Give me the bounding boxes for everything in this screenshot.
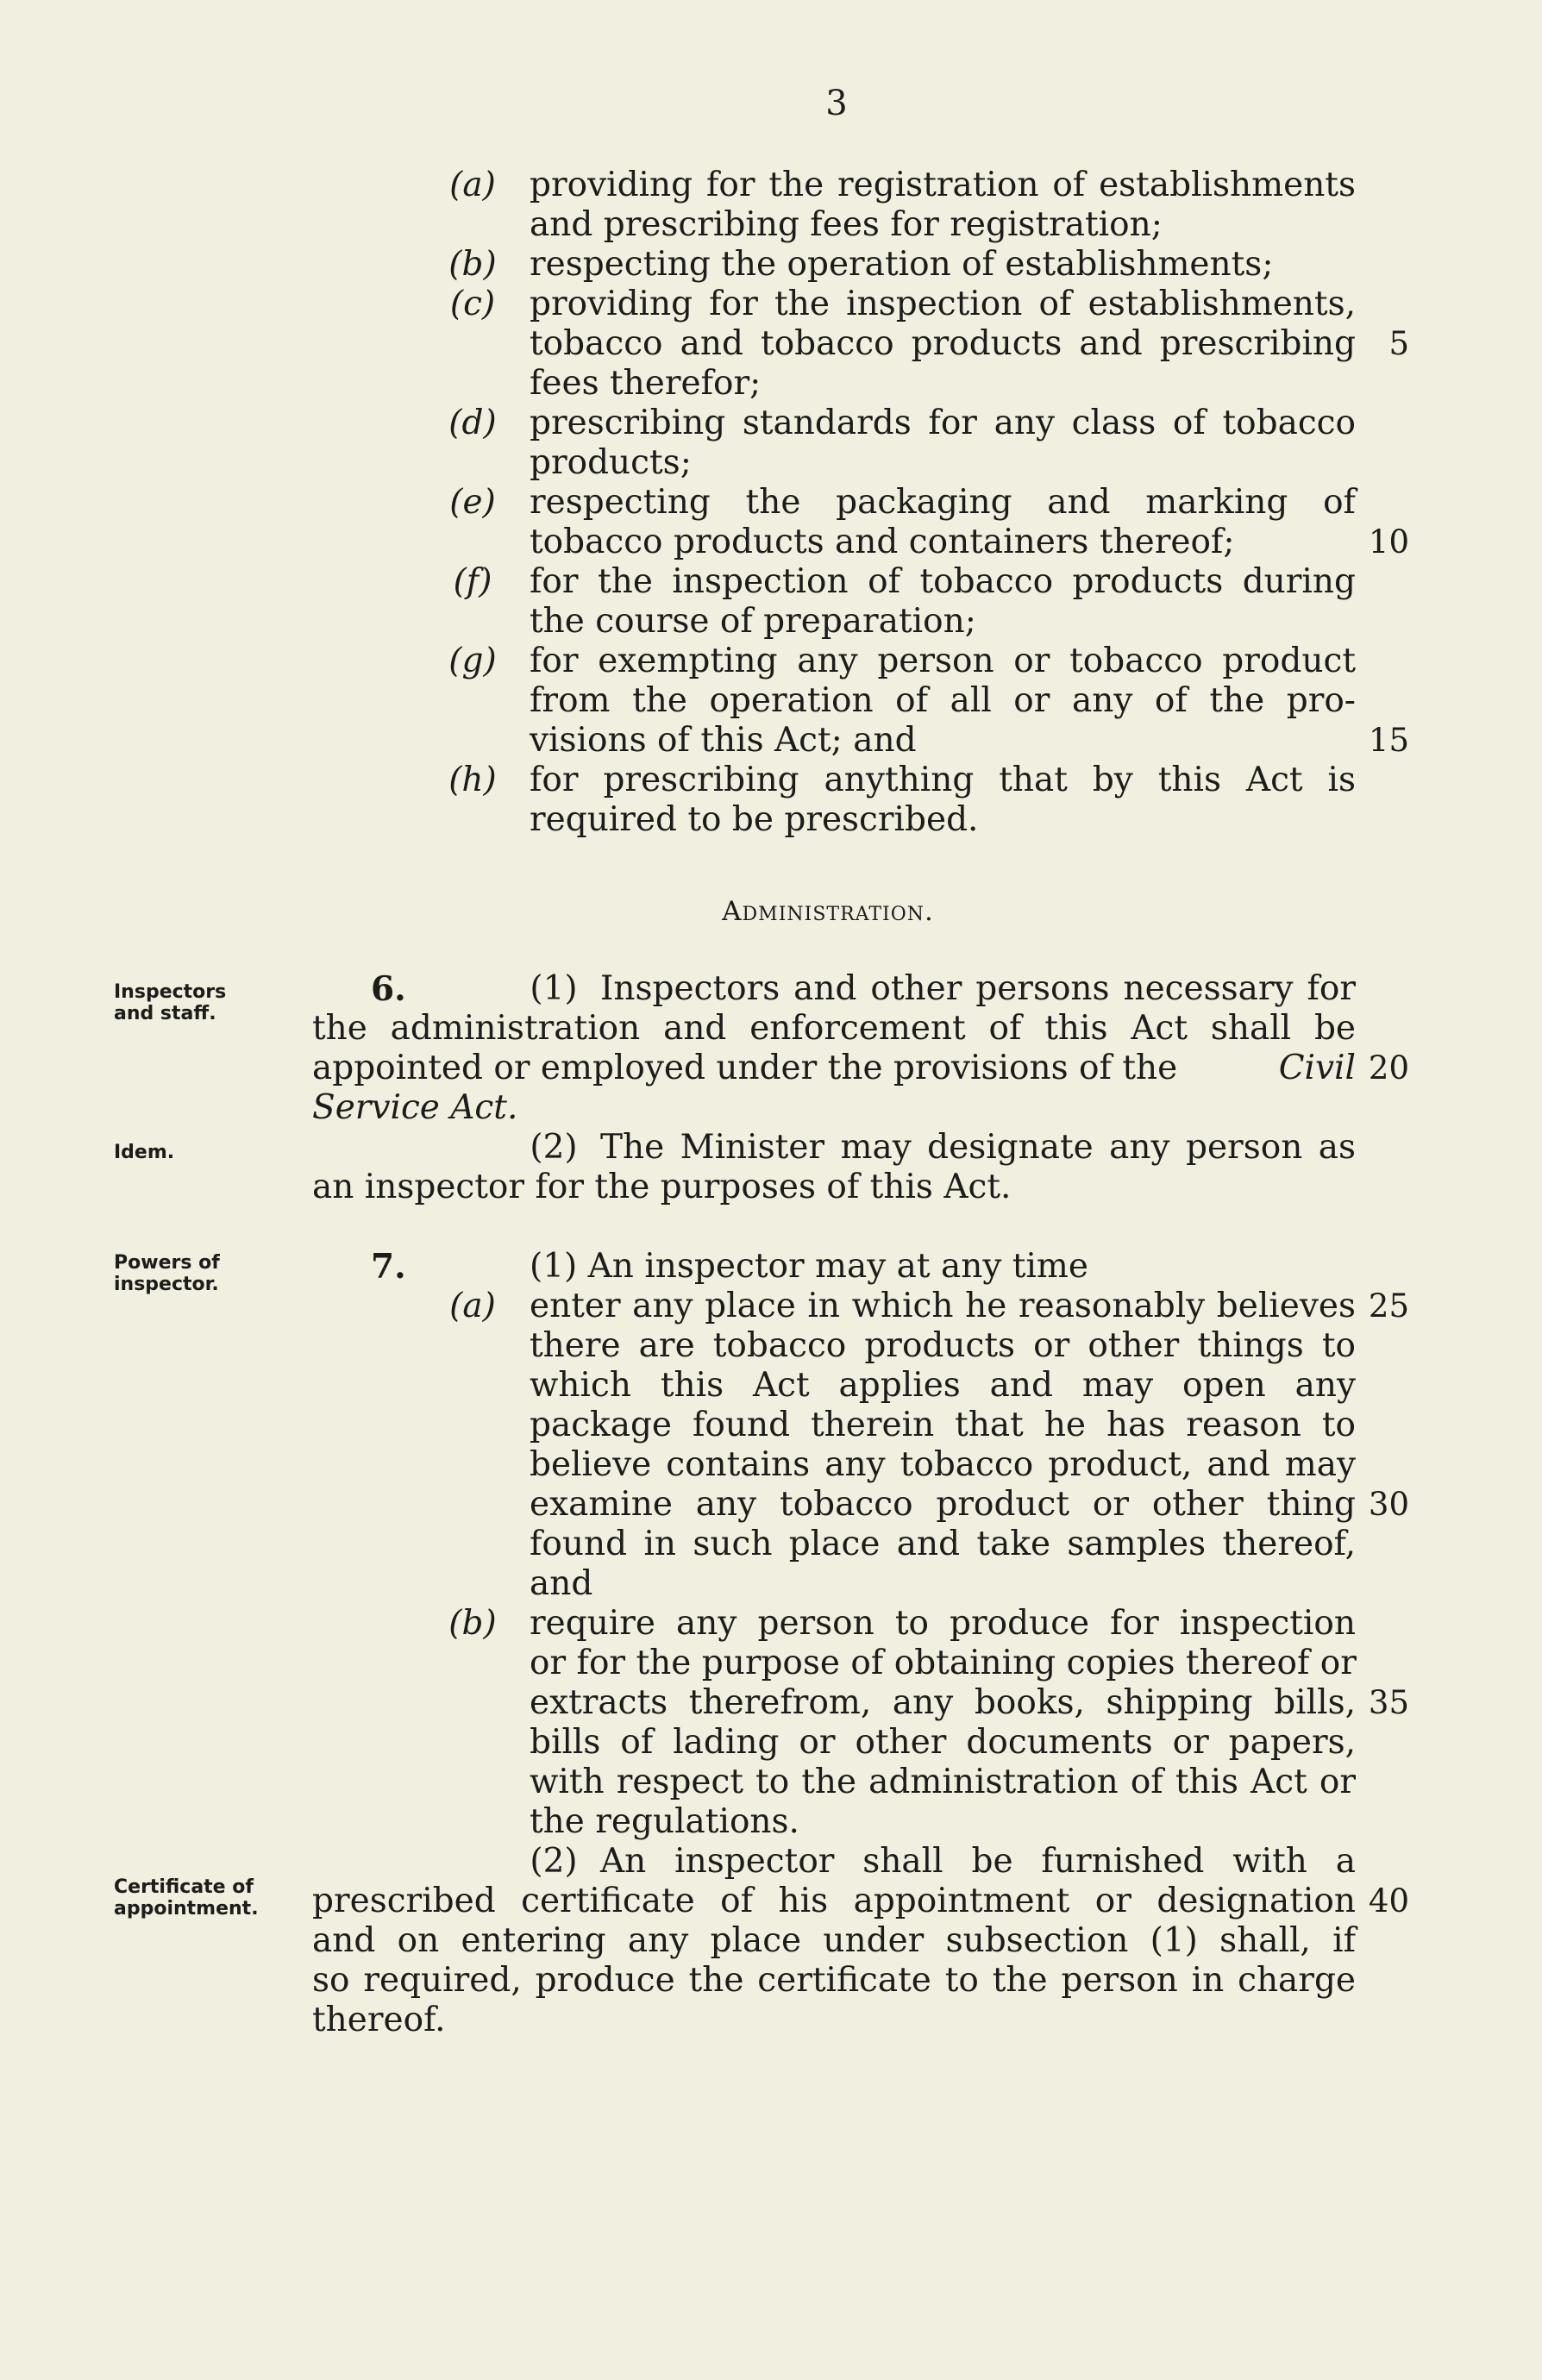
subsection-label: (2)	[530, 1842, 578, 1881]
item-label: (c)	[449, 285, 496, 323]
line-number: 10	[1368, 523, 1409, 561]
marginal-note-line: Powers of	[114, 1252, 220, 1274]
item-text: providing for the registration of establishments	[530, 166, 1356, 204]
section-text: so required, produce the certificate to the person in charge	[312, 1961, 1356, 2000]
section-text-italic: Service Act.	[312, 1088, 518, 1127]
section-text: An inspector shall be furnished with a	[600, 1842, 1356, 1881]
item-text: tobacco and tobacco products and prescribing	[530, 324, 1356, 363]
item-text: or for the purpose of obtaining copies thereof or	[530, 1644, 1357, 1682]
section-text: prescribed certificate of his appointment or designation	[312, 1882, 1356, 1920]
item-text: there are tobacco products or other things to	[530, 1326, 1356, 1365]
item-text: believe contains any tobacco product, and may	[530, 1445, 1356, 1484]
page-number: 3	[825, 84, 848, 123]
item-text: the course of preparation;	[530, 602, 976, 641]
item-label: (d)	[448, 404, 497, 442]
section-text: appointed or employed under the provisions of the	[312, 1049, 1178, 1087]
line-number: 25	[1368, 1287, 1409, 1325]
line-number: 30	[1368, 1486, 1409, 1523]
section-number: 6.	[371, 969, 406, 1009]
section-text: an inspector for the purposes of this Act.	[312, 1168, 1012, 1206]
marginal-note-line: Certificate of	[114, 1876, 254, 1898]
item-text: providing for the inspection of establishments,	[530, 285, 1356, 323]
item-text: prescribing standards for any class of tobacco	[530, 404, 1356, 442]
item-label: (h)	[448, 761, 497, 799]
item-label: (g)	[448, 642, 497, 680]
item-text: tobacco products and containers thereof;	[530, 523, 1235, 561]
section-text: thereof.	[312, 2001, 446, 2039]
marginal-note	[114, 1142, 312, 1163]
marginal-note	[114, 981, 312, 1024]
item-text: and	[530, 1564, 593, 1603]
item-label: (e)	[449, 483, 496, 522]
item-label: (b)	[448, 245, 497, 284]
subsection-label: (1)	[530, 969, 578, 1008]
section-number: 7.	[371, 1247, 406, 1287]
item-text: found in such place and take samples thereof,	[530, 1525, 1356, 1563]
item-text: the regulations.	[530, 1802, 799, 1841]
item-label: (f)	[453, 562, 492, 601]
section-text: and on entering any place under subsection (1) shall, if	[312, 1921, 1356, 1960]
item-text: visions of this Act; and	[530, 721, 917, 760]
marginal-note-line: inspector.	[114, 1274, 219, 1295]
item-text: package found therein that he has reason to	[530, 1406, 1356, 1444]
line-number: 35	[1368, 1684, 1409, 1721]
line-number: 5	[1388, 325, 1409, 362]
marginal-note	[114, 1252, 312, 1295]
item-text: for the inspection of tobacco products during	[530, 562, 1356, 601]
item-text: with respect to the administration of this Act or	[530, 1763, 1356, 1801]
item-label: (b)	[448, 1604, 497, 1643]
section-text: The Minister may designate any person as	[600, 1128, 1356, 1167]
marginal-note-line: and staff.	[114, 1003, 216, 1024]
item-text: for exempting any person or tobacco product	[530, 642, 1356, 680]
section-text: Inspectors and other persons necessary for	[600, 969, 1356, 1008]
item-label: (a)	[449, 1287, 496, 1325]
item-text: bills of lading or other documents or papers,	[530, 1723, 1356, 1762]
section-heading: Administration.	[722, 896, 934, 927]
item-text: from the operation of all or any of the pro-	[530, 681, 1356, 720]
item-label: (a)	[449, 166, 496, 204]
section-text: (1) An inspector may at any time	[530, 1247, 1088, 1286]
item-text: which this Act applies and may open any	[530, 1366, 1356, 1405]
line-number: 20	[1368, 1049, 1409, 1087]
marginal-note-line: Idem.	[114, 1142, 175, 1163]
item-text: enter any place in which he reasonably believes	[530, 1287, 1356, 1325]
item-text: fees therefor;	[530, 364, 762, 403]
subsection-label: (2)	[530, 1128, 578, 1167]
item-text: products;	[530, 443, 692, 482]
item-text: respecting the packaging and marking of	[530, 483, 1356, 522]
item-text: examine any tobacco product or other thing	[530, 1485, 1356, 1524]
item-text: extracts therefrom, any books, shipping bills,	[530, 1683, 1356, 1722]
marginal-note	[114, 1876, 312, 1920]
marginal-note-line: appointment.	[114, 1898, 259, 1920]
marginal-note-line: Inspectors	[114, 981, 227, 1003]
item-text: respecting the operation of establishments;	[530, 245, 1274, 284]
line-number: 15	[1368, 722, 1409, 759]
item-text: required to be prescribed.	[530, 800, 979, 839]
item-text: and prescribing fees for registration;	[530, 205, 1163, 244]
item-text: for prescribing anything that by this Act is	[530, 761, 1356, 799]
section-text-italic: Civil	[1278, 1049, 1356, 1087]
line-number: 40	[1368, 1882, 1409, 1920]
section-text: the administration and enforcement of this Act shall be	[312, 1009, 1356, 1048]
item-text: require any person to produce for inspection	[530, 1604, 1356, 1643]
